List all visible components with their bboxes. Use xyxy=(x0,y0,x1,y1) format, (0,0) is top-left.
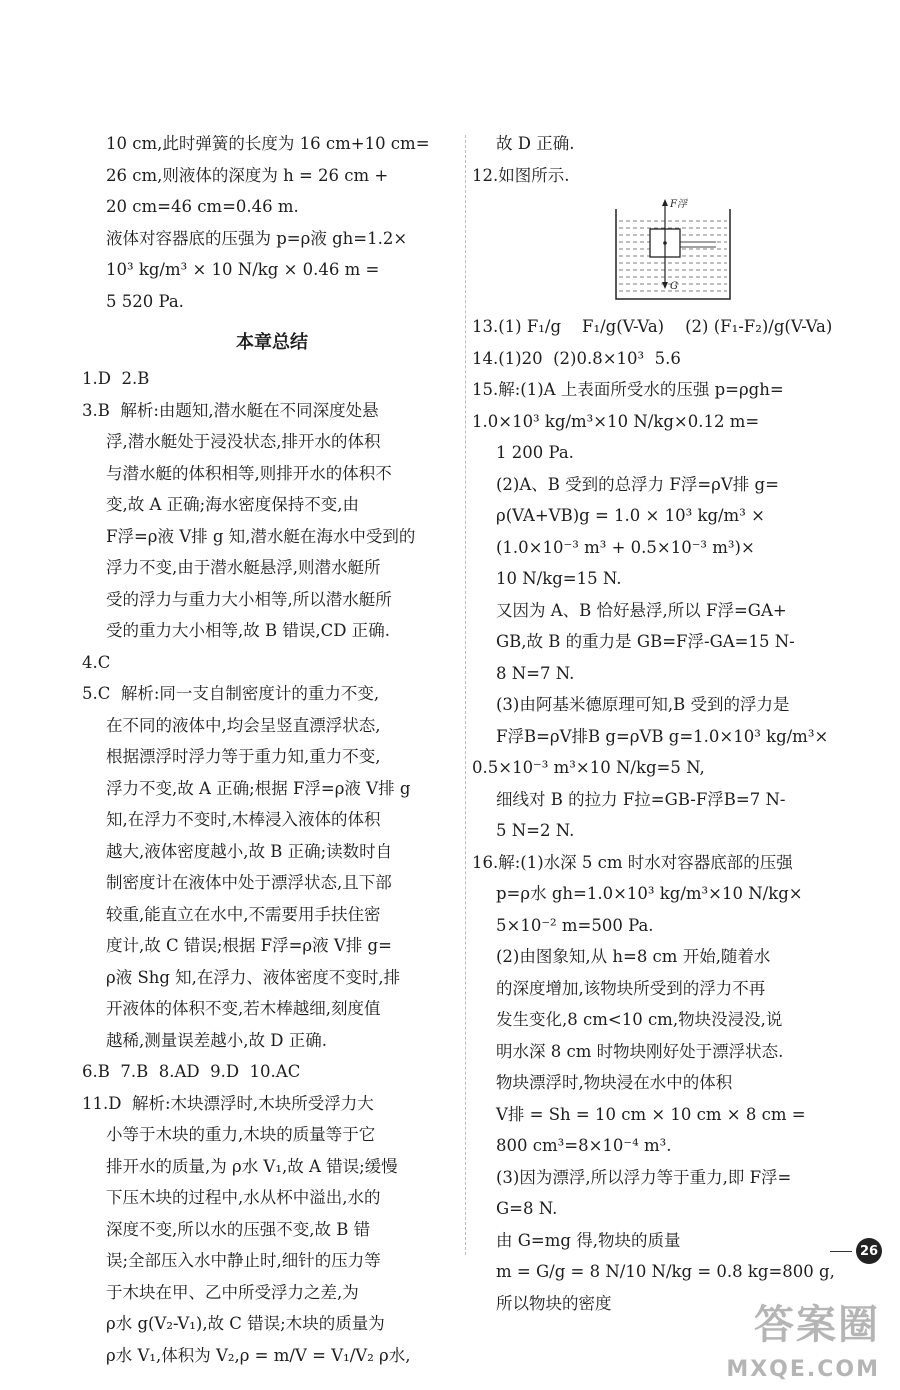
watermark-url: MXQE.COM xyxy=(726,1357,880,1382)
text-line: 10 N/kg=15 N. xyxy=(496,569,622,588)
text-line: 故 D 正确. xyxy=(496,134,575,153)
text-line: 液体对容器底的压强为 p=ρ液 gh=1.2× xyxy=(106,228,408,248)
text-line: 浮力不变,故 A 正确;根据 F浮=ρ液 V排 g xyxy=(106,778,411,798)
text-line: ρ水 g(V₂-V₁),故 C 错误;木块的质量为 xyxy=(106,1314,385,1333)
text-line: 越大,液体密度越小,故 B 正确;读数时自 xyxy=(106,841,393,861)
text-line: m = G/g = 8 N/10 N/kg = 0.8 kg=800 g, xyxy=(496,1262,835,1281)
text-line: (2)A、B 受到的总浮力 F浮=ρV排 g= xyxy=(496,474,779,494)
text-line: (3)由阿基米德原理可知,B 受到的浮力是 xyxy=(496,695,790,714)
text-line: 又因为 A、B 恰好悬浮,所以 F浮=GA+ xyxy=(496,600,787,620)
text-line: 由 G=mg 得,物块的质量 xyxy=(496,1230,681,1250)
text-line: 5×10⁻² m=500 Pa. xyxy=(496,915,654,935)
text-line: p=ρ水 gh=1.0×10³ kg/m³×10 N/kg× xyxy=(496,884,803,903)
text-line: 5.C 解析:同一支自制密度计的重力不变, xyxy=(82,684,380,703)
left-column xyxy=(82,128,462,1371)
text-line: 5 520 Pa. xyxy=(106,291,184,311)
text-line: 26 cm,则液体的深度为 h = 26 cm + xyxy=(106,165,389,185)
text-line: 制密度计在液体中处于漂浮状态,且下部 xyxy=(106,873,392,892)
text-line: ρ水 V₁,体积为 V₂,ρ = m/V = V₁/V₂ ρ水, xyxy=(106,1345,411,1365)
column-divider xyxy=(465,135,466,1255)
text-line: 1 200 Pa. xyxy=(496,443,574,462)
text-line: 发生变化,8 cm<10 cm,物块没浸没,说 xyxy=(496,1010,783,1029)
text-line: 10 cm,此时弹簧的长度为 16 cm+10 cm= xyxy=(106,134,430,153)
text-line: 的深度增加,该物块所受到的浮力不再 xyxy=(496,978,766,998)
text-line: ρ(VA+VB)g = 1.0 × 10³ kg/m³ × xyxy=(496,506,765,525)
text-line: 0.5×10⁻³ m³×10 N/kg=5 N, xyxy=(472,758,705,777)
right-column xyxy=(472,128,850,1319)
buoyancy-arrowhead xyxy=(662,199,668,206)
text-line: 10³ kg/m³ × 10 N/kg × 0.46 m = xyxy=(106,260,380,279)
text-line: V排 = Sh = 10 cm × 10 cm × 8 cm = xyxy=(496,1104,806,1124)
text-line: 明水深 8 cm 时物块刚好处于漂浮状态. xyxy=(496,1041,784,1061)
text-line: 与潜水艇的体积相等,则排开水的体积不 xyxy=(106,463,392,483)
text-line: 1.0×10³ kg/m³×10 N/kg×0.12 m= xyxy=(472,411,760,431)
page-number-badge xyxy=(830,1238,882,1264)
text-line: 14.(1)20 (2)0.8×10³ 5.6 xyxy=(472,348,681,368)
text-line: 800 cm³=8×10⁻⁴ m³. xyxy=(496,1136,672,1155)
text-line: 在不同的液体中,均会呈竖直漂浮状态, xyxy=(106,715,381,735)
text-line: 变,故 A 正确;海水密度保持不变,由 xyxy=(106,495,359,514)
text-line: GB,故 B 的重力是 GB=F浮-GA=15 N- xyxy=(496,632,795,651)
text-line: 受的重力大小相等,故 B 错误,CD 正确. xyxy=(106,621,390,640)
section-title: 本章总结 xyxy=(236,332,308,353)
text-line: G=8 N. xyxy=(496,1199,558,1218)
text-line: 浮力不变,由于潜水艇悬浮,则潜水艇所 xyxy=(106,558,381,577)
text-line: 排开水的质量,为 ρ水 V₁,故 A 错误;缓慢 xyxy=(106,1156,398,1176)
text-line: 20 cm=46 cm=0.46 m. xyxy=(106,197,299,216)
text-line: 误;全部压入水中静止时,细针的压力等 xyxy=(106,1251,381,1270)
text-line: 所以物块的密度 xyxy=(496,1293,612,1313)
text-line: 度计,故 C 错误;根据 F浮=ρ液 V排 g= xyxy=(106,936,392,955)
text-line: 11.D 解析:木块漂浮时,木块所受浮力大 xyxy=(82,1093,374,1113)
text-line: 15.解:(1)A 上表面所受水的压强 p=ρgh= xyxy=(472,380,784,399)
buoyancy-diagram xyxy=(612,197,734,305)
text-line: 13.(1) F₁/g F₁/g(V-Va) (2) (F₁-F₂)/g(V-Va) xyxy=(472,317,833,336)
page-number-dash xyxy=(830,1251,852,1252)
text-line: 深度不变,所以水的压强不变,故 B 错 xyxy=(106,1219,371,1239)
page-number: 26 xyxy=(856,1238,882,1264)
text-line: 受的浮力与重力大小相等,所以潜水艇所 xyxy=(106,589,392,609)
text-line: 于木块在甲、乙中所受浮力之差,为 xyxy=(106,1282,359,1302)
text-line: 知,在浮力不变时,木棒浸入液体的体积 xyxy=(106,810,381,829)
text-line: 16.解:(1)水深 5 cm 时水对容器底部的压强 xyxy=(472,852,793,872)
text-line: 5 N=2 N. xyxy=(496,821,575,840)
text-line: ρ液 Shg 知,在浮力、液体密度不变时,排 xyxy=(106,967,401,987)
text-line: 越稀,测量误差越小,故 D 正确. xyxy=(106,1030,327,1050)
watermark-logo: 答案圈 xyxy=(754,1302,880,1348)
text-line: 开液体的体积不变,若木棒越细,刻度值 xyxy=(106,999,381,1018)
text-line: (2)由图象知,从 h=8 cm 开始,随着水 xyxy=(496,947,771,966)
gravity-arrowhead xyxy=(662,282,668,289)
text-line: 物块漂浮时,物块浸在水中的体积 xyxy=(496,1073,733,1092)
gravity-label: G xyxy=(670,281,678,292)
text-line: 小等于木块的重力,木块的质量等于它 xyxy=(106,1125,376,1144)
text-line: 8 N=7 N. xyxy=(496,663,575,683)
text-line: 细线对 B 的拉力 F拉=GB-F浮B=7 N- xyxy=(496,789,786,809)
text-line: 6.B 7.B 8.AD 9.D 10.AC xyxy=(82,1062,301,1081)
buoyancy-label: F浮 xyxy=(670,199,687,210)
text-line: 1.D 2.B xyxy=(82,369,150,388)
text-line: 下压木块的过程中,水从杯中溢出,水的 xyxy=(106,1188,381,1207)
text-line: 12.如图所示. xyxy=(472,165,570,185)
text-line: F浮B=ρV排B g=ρVB g=1.0×10³ kg/m³× xyxy=(496,726,829,746)
text-line: 根据漂浮时浮力等于重力知,重力不变, xyxy=(106,747,381,766)
text-line: 3.B 解析:由题知,潜水艇在不同深度处悬 xyxy=(82,400,379,420)
text-line: 较重,能直立在水中,不需要用手扶住密 xyxy=(106,904,381,924)
text-line: (1.0×10⁻³ m³ + 0.5×10⁻³ m³)× xyxy=(496,537,755,557)
text-line: 浮,潜水艇处于浸没状态,排开水的体积 xyxy=(106,432,381,451)
text-line: (3)因为漂浮,所以浮力等于重力,即 F浮= xyxy=(496,1167,792,1187)
text-line: F浮=ρ液 V排 g 知,潜水艇在海水中受到的 xyxy=(106,526,416,546)
text-line: 4.C xyxy=(82,652,111,672)
